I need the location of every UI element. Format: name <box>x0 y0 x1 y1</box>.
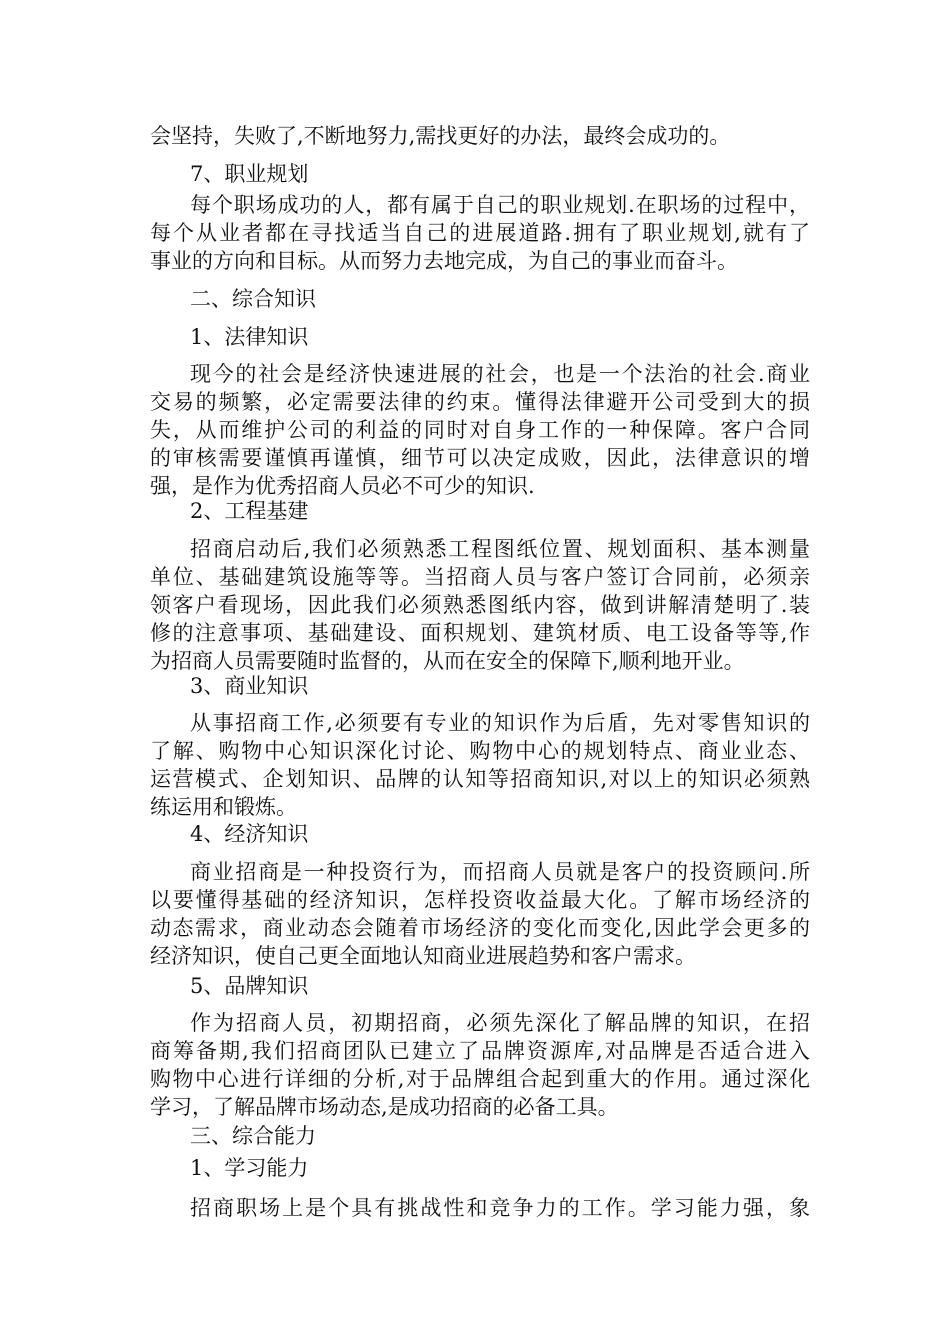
paragraph-line: 会坚持，失败了,不断地努力,需找更好的办法，最终会成功的。 <box>150 124 731 148</box>
paragraph-line: 动态需求，商业动态会随着市场经济的变化而变化,因此学会更多的 <box>150 916 810 940</box>
paragraph-line: 事业的方向和目标。从而努力去地完成，为自己的事业而奋斗。 <box>150 249 738 273</box>
paragraph-line: 现今的社会是经济快速进展的社会，也是一个法治的社会.商业 <box>190 362 810 386</box>
heading-text: 7、职业规划 <box>190 162 309 186</box>
paragraph-line: 经济知识，使自己更全面地认知商业进展趋势和客户需求。 <box>150 944 696 968</box>
paragraph-line: 单位、基础建筑设施等等。当招商人员与客户签订合同前，必须亲 <box>150 565 810 589</box>
paragraph-line: 修的注意事项、基础建设、面积规划、建筑材质、电工设备等等,作 <box>150 621 810 645</box>
paragraph-line: 交易的频繁，必定需要法律的约束。懂得法律避开公司受到大的损 <box>150 390 810 414</box>
paragraph-line: 运营模式、企划知识、品牌的认知等招商知识,对以上的知识必须熟 <box>150 767 810 791</box>
paragraph-line: 失，从而维护公司的利益的同时对自身工作的一种保障。客户合同 <box>150 418 810 442</box>
heading-text: 2、工程基建 <box>190 499 309 523</box>
paragraph-line: 招商职场上是个具有挑战性和竞争力的工作。学习能力强，象 <box>190 1196 810 1220</box>
heading-text: 二、综合知识 <box>190 287 316 311</box>
paragraph-line: 从事招商工作,必须要有专业的知识作为后盾，先对零售知识的 <box>190 711 810 735</box>
paragraph-line: 强，是作为优秀招商人员必不可少的知识. <box>150 474 535 498</box>
paragraph-line: 购物中心进行详细的分析,对于品牌组合起到重大的作用。通过深化 <box>150 1067 810 1091</box>
paragraph-line: 作为招商人员，初期招商，必须先深化了解品牌的知识，在招 <box>190 1011 810 1035</box>
paragraph-line: 学习，了解品牌市场动态,是成功招商的必备工具。 <box>150 1095 619 1119</box>
heading-text: 4、经济知识 <box>190 822 309 846</box>
paragraph-line: 商筹备期,我们招商团队已建立了品牌资源库,对品牌是否适合进入 <box>150 1039 810 1063</box>
heading-text: 3、商业知识 <box>190 674 309 698</box>
paragraph-line: 每个职场成功的人，都有属于自己的职业规划.在职场的过程中， <box>190 193 810 217</box>
paragraph-line: 了解、购物中心知识深化讨论、购物中心的规划特点、商业业态、 <box>150 739 810 763</box>
paragraph-line: 为招商人员需要随时监督的，从而在安全的保障下,顺利地开业。 <box>150 649 745 673</box>
paragraph-line: 商业招商是一种投资行为，而招商人员就是客户的投资顾问.所 <box>190 860 810 884</box>
paragraph-line: 领客户看现场，因此我们必须熟悉图纸内容，做到讲解清楚明了.装 <box>150 593 810 617</box>
paragraph-line: 的审核需要谨慎再谨慎，细节可以决定成败，因此，法律意识的增 <box>150 446 810 470</box>
paragraph-line: 招商启动后,我们必须熟悉工程图纸位置、规划面积、基本测量 <box>190 537 810 561</box>
paragraph-line: 以要懂得基础的经济知识，怎样投资收益最大化。了解市场经济的 <box>150 888 810 912</box>
heading-text: 5、品牌知识 <box>190 974 309 998</box>
heading-text: 1、学习能力 <box>190 1156 309 1180</box>
paragraph-line: 练运用和锻炼。 <box>150 795 297 819</box>
heading-text: 三、综合能力 <box>190 1124 316 1148</box>
paragraph-line: 每个从业者都在寻找适当自己的进展道路.拥有了职业规划,就有了 <box>150 221 810 245</box>
heading-text: 1、法律知识 <box>190 325 309 349</box>
